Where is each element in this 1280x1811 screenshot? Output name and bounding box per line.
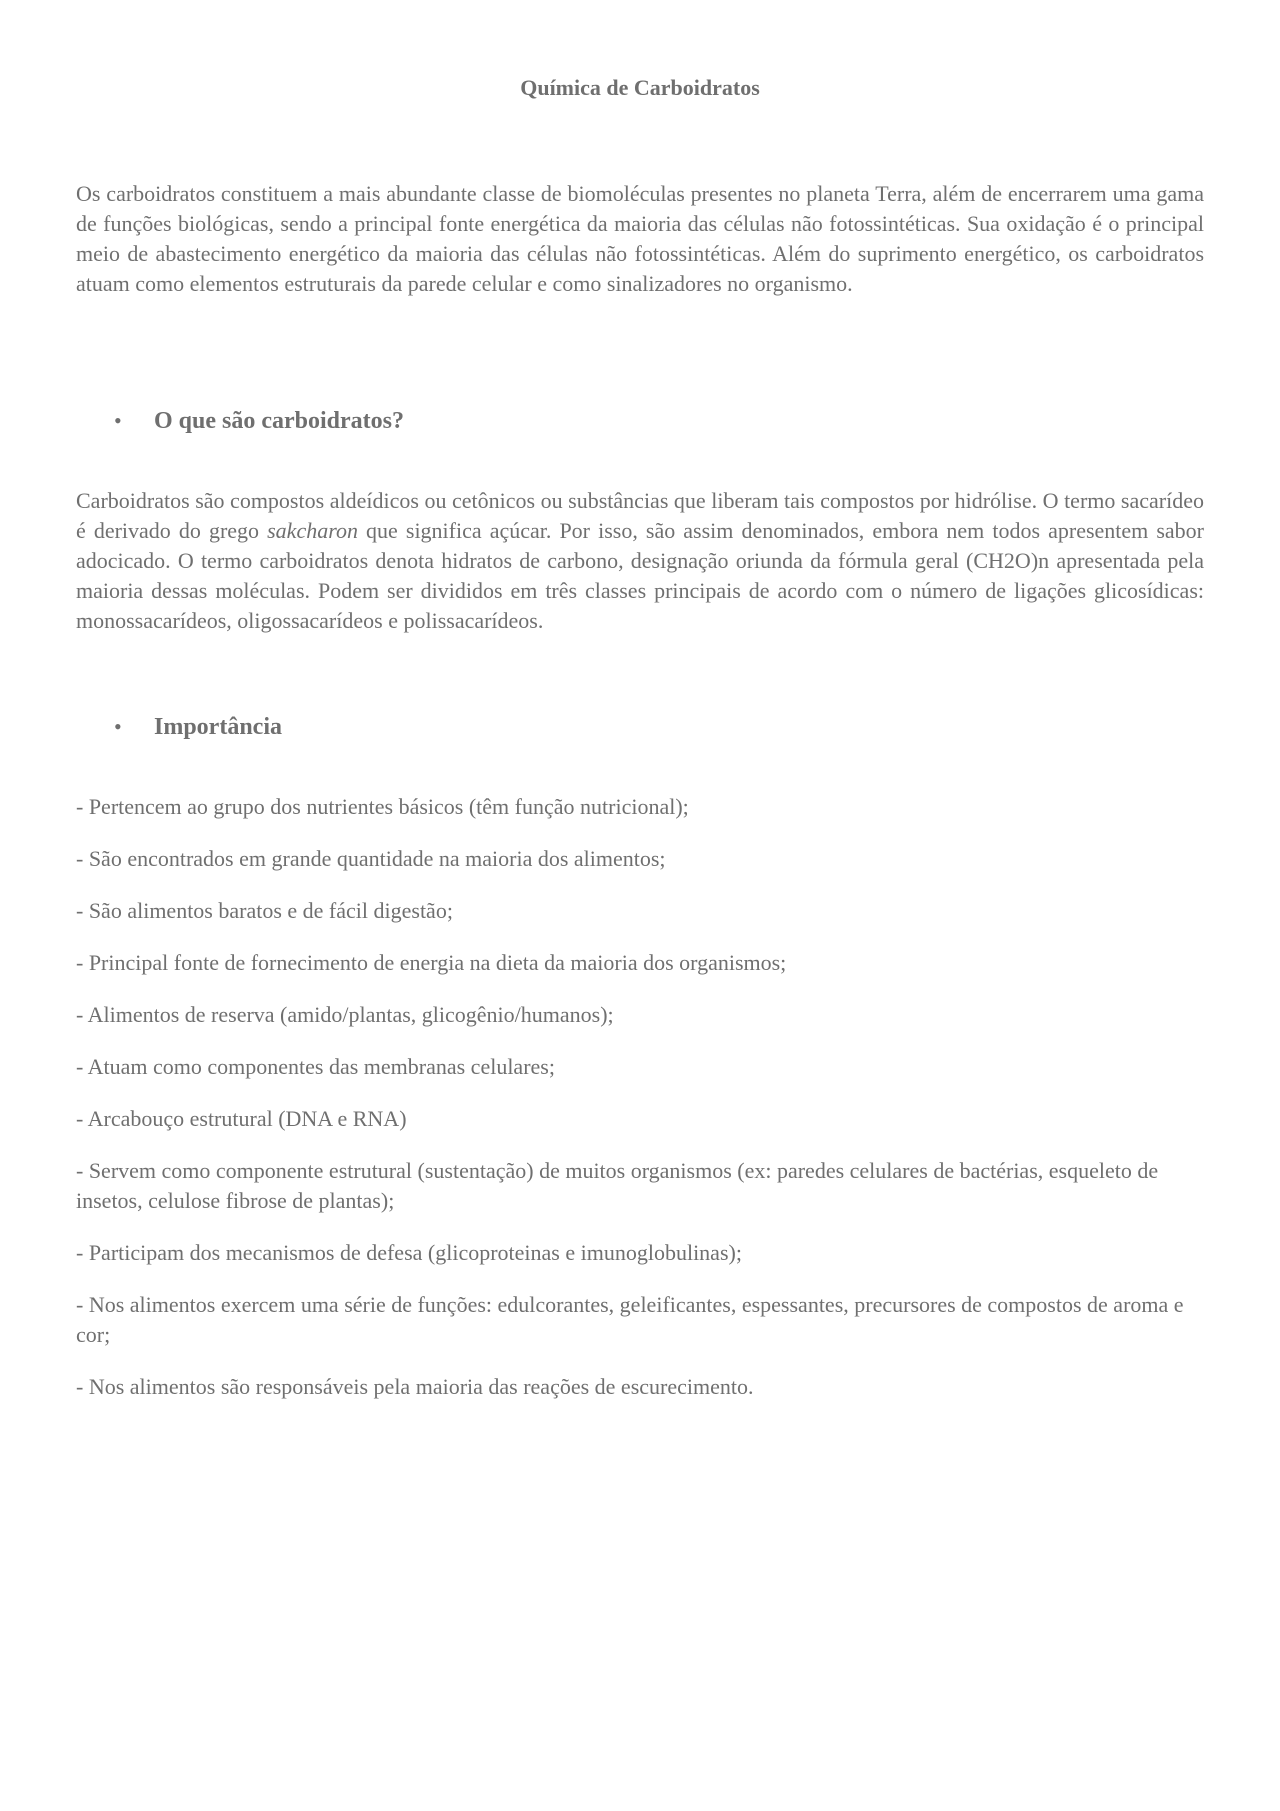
document-title: Química de Carboidratos — [520, 75, 760, 100]
section-heading-importance-label: Importância — [154, 714, 282, 740]
list-item: - Servem como componente estrutural (sustentação) de muitos organismos (ex: paredes celulares de bactérias, esqueleto de insetos, celulose fibrose de plantas); — [76, 1158, 1159, 1213]
document-page — [76, 0, 1204, 1811]
definition-text-part2: que significa açúcar. Por isso, são assim denominados, embora nem todos apresentem sabor adocicado. O termo carboidratos denota hidratos de carbono, designação oriunda da fórmula geral (CH2O)n apresentada pela maioria dessas moléculas. Podem ser divididos em três classes principais de acordo com o número de ligações glicosídicas: monossacarídeos, oligossacarídeos e polissacarídeos. — [76, 518, 1204, 633]
section-heading-what — [114, 405, 404, 437]
bullet-icon: • — [114, 408, 122, 433]
list-item: - São alimentos baratos e de fácil digestão; — [76, 898, 453, 923]
bullet-icon: • — [114, 714, 122, 739]
section-heading-importance — [114, 711, 282, 743]
definition-text-part1: Carboidratos são compostos aldeídicos ou cetônicos ou substâncias que liberam tais compostos por hidrólise. O termo sacarídeo é derivado do grego — [76, 488, 1204, 543]
intro-paragraph: Os carboidratos constituem a mais abundante classe de biomoléculas presentes no planeta Terra, além de encerrarem uma gama de funções biológicas, sendo a principal fonte energética da maioria das células não fotossintéticas. Sua oxidação é o principal meio de abastecimento energético da maioria das células não fotossintéticas. Além do suprimento energético, os carboidratos atuam como elementos estruturais da parede celular e como sinalizadores no organismo. — [76, 181, 1204, 296]
list-item: - Principal fonte de fornecimento de energia na dieta da maioria dos organismos; — [76, 950, 787, 975]
list-item: - Participam dos mecanismos de defesa (glicoproteinas e imunoglobulinas); — [76, 1240, 742, 1265]
importance-list — [76, 792, 1204, 1424]
section-heading-what-label: O que são carboidratos? — [154, 408, 405, 434]
definition-paragraph — [76, 486, 1204, 636]
list-item: - Pertencem ao grupo dos nutrientes básicos (têm função nutricional); — [76, 794, 689, 819]
list-item: - Arcabouço estrutural (DNA e RNA) — [76, 1106, 407, 1131]
list-item: - Nos alimentos são responsáveis pela maioria das reações de escurecimento. — [76, 1374, 754, 1399]
list-item: - Atuam como componentes das membranas celulares; — [76, 1054, 555, 1079]
definition-italic-term: sakcharon — [267, 518, 358, 543]
list-item: - Nos alimentos exercem uma série de funções: edulcorantes, geleificantes, espessantes, precursores de compostos de aroma e cor; — [76, 1292, 1184, 1347]
list-item: - São encontrados em grande quantidade na maioria dos alimentos; — [76, 846, 666, 871]
list-item: - Alimentos de reserva (amido/plantas, glicogênio/humanos); — [76, 1002, 614, 1027]
